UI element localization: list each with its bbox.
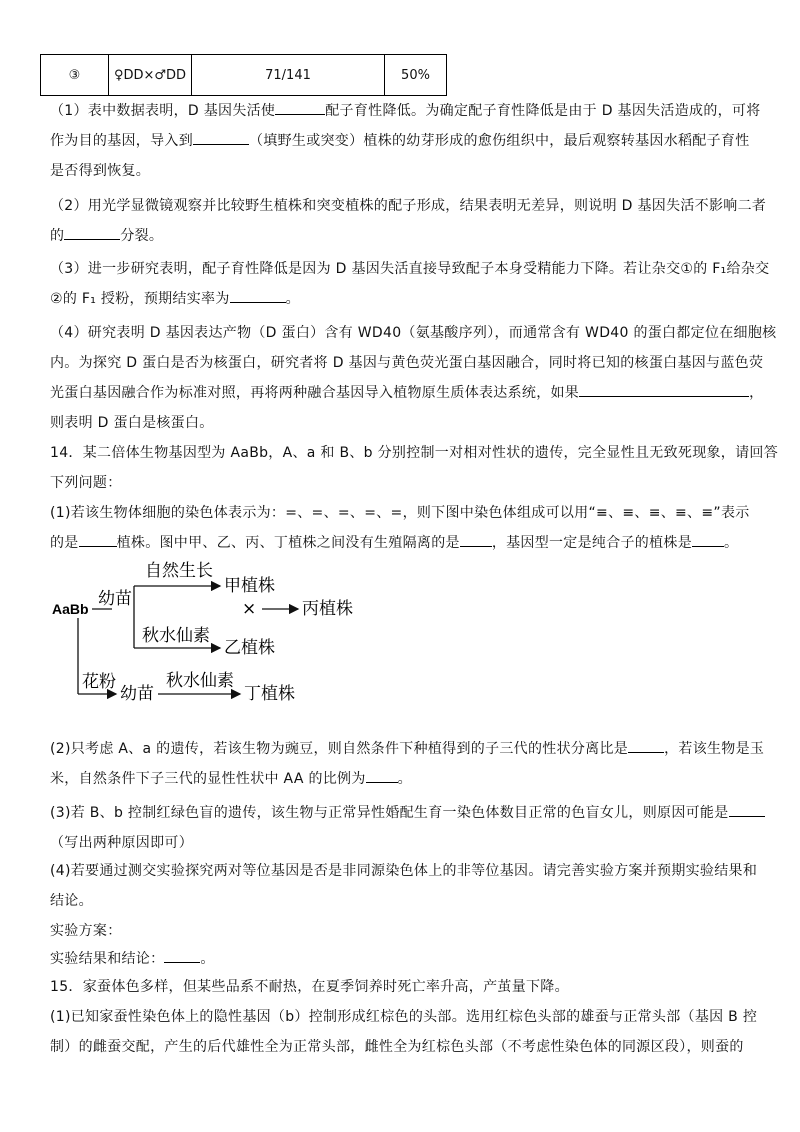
text: （3）进一步研究表明，配子育性降低是因为 D 基因失活直接导致配子本身受精能力下降。若让杂交①的 F₁给杂交 [50, 261, 770, 277]
table-cell-percent: 50% [385, 55, 447, 96]
text: 植株。图中甲、乙、丙、丁植株之间没有生殖隔离的是 [116, 535, 460, 551]
q14-sub1-line1 [50, 502, 750, 522]
plant-yi-label: 乙植株 [224, 638, 275, 658]
cross-symbol: × [242, 599, 257, 619]
text: (1)若该生物体细胞的染色体表示为：=、=、=、=、=，则下图中染色体组成可以用“≡、≡、≡、≡、≡”表示 [50, 505, 750, 521]
text: 结论。 [50, 893, 93, 909]
text: (4)若要通过测交实验探究两对等位基因是否是非同源染色体上的非等位基因。请完善实验方案并预期实验结果和 [50, 863, 758, 879]
text: 米，自然条件下子三代的显性性状中 AA 的比例为 [50, 771, 366, 787]
origin-label: AaBb [52, 601, 89, 617]
text: 作为目的基因，导入到 [50, 133, 193, 149]
text: 的 [50, 228, 65, 244]
text: 15．家蚕体色多样，但某些品系不耐热，在夏季饲养时死亡率升高，产茧量下降。 [50, 979, 569, 995]
q13-part3-line2 [50, 288, 300, 308]
answer-blank[interactable] [64, 225, 120, 240]
q13-part4-line2 [50, 352, 763, 372]
text: （2）用光学显微镜观察并比较野生植株和突变植株的配子形成，结果表明无差异，则说明 D 基因失活不影响二者 [50, 198, 767, 214]
text: (3)若 B、b 控制红绿色盲的遗传，该生物与正常异性婚配生育一染色体数目正常的色盲女儿，则原因可能是 [50, 805, 729, 821]
text: 。 [397, 771, 412, 787]
q15-sub1-line1 [50, 1006, 757, 1026]
q14-stem-line2 [50, 472, 122, 492]
answer-blank[interactable] [729, 802, 765, 817]
text: ②的 F₁ 授粉，预期结实率为 [50, 291, 230, 307]
seedling1-label: 幼苗 [98, 589, 132, 609]
text: 内。为探究 D 蛋白是否为核蛋白，研究者将 D 基因与黄色荧光蛋白基因融合，同时将已知的核蛋白基因与蓝色荧 [50, 355, 764, 371]
text: 实验结果和结论： [50, 951, 165, 967]
plant-jia-label: 甲植株 [224, 576, 275, 596]
answer-blank[interactable] [692, 532, 724, 547]
text: 则表明 D 蛋白是核蛋白。 [50, 415, 214, 431]
answer-blank[interactable] [275, 100, 325, 115]
answer-blank[interactable] [366, 768, 398, 783]
q14-stem-line1 [50, 442, 778, 462]
table-row [41, 55, 447, 96]
q15-stem-line [50, 976, 569, 996]
q14-result-line [50, 948, 215, 968]
text: 。 [200, 951, 215, 967]
text: 的是 [50, 535, 79, 551]
result-table [40, 54, 447, 96]
pollen-label: 花粉 [82, 672, 116, 692]
q13-part4-line4 [50, 412, 214, 432]
q13-part1-line2 [50, 130, 750, 150]
natural-growth-label: 自然生长 [145, 561, 213, 581]
q15-sub1-line2 [50, 1036, 744, 1056]
q13-part3-line1 [50, 258, 769, 278]
q13-part2-line2 [50, 225, 163, 245]
text: 分裂。 [120, 228, 164, 244]
q14-plan-line [50, 920, 122, 940]
q13-part1-line1 [50, 100, 761, 120]
text: (2)只考虑 A、a 的遗传，若该生物为豌豆，则自然条件下种植得到的子三代的性状分离比是 [50, 741, 629, 757]
text: 制）的雌蚕交配，产生的后代雄性全为正常头部，雌性全为红棕色头部（不考虑性染色体的同源区段），则蚕的 [50, 1039, 744, 1055]
answer-blank[interactable] [628, 738, 664, 753]
q14-sub4-line1 [50, 860, 757, 880]
answer-blank[interactable] [79, 532, 117, 547]
q14-sub3-line1 [50, 802, 765, 822]
answer-blank[interactable] [579, 382, 749, 397]
answer-blank[interactable] [230, 288, 286, 303]
text: （填野生或突变）植株的幼芽形成的愈伤组织中，最后观察转基因水稻配子育性 [249, 133, 750, 149]
q14-sub1-line2 [50, 532, 738, 552]
q14-sub2-line2 [50, 768, 412, 788]
text: 。 [724, 535, 739, 551]
q13-part4-line1 [50, 322, 776, 342]
text: 14．某二倍体生物基因型为 AaBb，A、a 和 B、b 分别控制一对相对性状的遗传，完全显性且无致死现象，请回答 [50, 445, 779, 461]
text: ，基因型一定是纯合子的植株是 [491, 535, 693, 551]
text: 实验方案： [50, 923, 122, 939]
text: 是否得到恢复。 [50, 163, 151, 179]
table-cell-cross-no: ③ [41, 55, 109, 96]
q14-sub4-line2 [50, 890, 93, 910]
text: 下列问题： [50, 475, 122, 491]
text: （4）研究表明 D 基因表达产物（D 蛋白）含有 WD40（氨基酸序列），而通常含有 WD40 的蛋白都定位在细胞核 [50, 325, 777, 341]
colchicine1-label: 秋水仙素 [142, 626, 210, 646]
q14-sub2-line1 [50, 738, 764, 758]
breeding-diagram [50, 556, 380, 716]
plant-bing-label: 丙植株 [302, 599, 353, 619]
text: ，若该生物是玉 [664, 741, 765, 757]
q14-sub3-line2 [50, 832, 193, 852]
text: （写出两种原因即可） [50, 835, 193, 851]
table-cell-cross: ♀DD×♂DD [109, 55, 192, 96]
q13-part2-line1 [50, 195, 766, 215]
q13-part4-line3 [50, 382, 763, 402]
table-cell-ratio: 71/141 [192, 55, 385, 96]
text: 配子育性降低。为确定配子育性降低是由于 D 基因失活造成的，可将 [325, 103, 761, 119]
answer-blank[interactable] [164, 948, 200, 963]
answer-blank[interactable] [460, 532, 492, 547]
text: (1)已知家蚕性染色体上的隐性基因（b）控制形成红棕色的头部。选用红棕色头部的雄蚕与正常头部（基因 B 控 [50, 1009, 758, 1025]
seedling2-label: 幼苗 [120, 684, 154, 704]
text: 光蛋白基因融合作为标准对照，再将两种融合基因导入植物原生质体表达系统，如果 [50, 385, 580, 401]
text: 。 [285, 291, 300, 307]
text: （1）表中数据表明，D 基因失活使 [50, 103, 276, 119]
q13-part1-line3 [50, 160, 150, 180]
answer-blank[interactable] [193, 130, 249, 145]
plant-ding-label: 丁植株 [244, 684, 295, 704]
text: ， [749, 385, 764, 401]
colchicine2-label: 秋水仙素 [166, 671, 234, 691]
